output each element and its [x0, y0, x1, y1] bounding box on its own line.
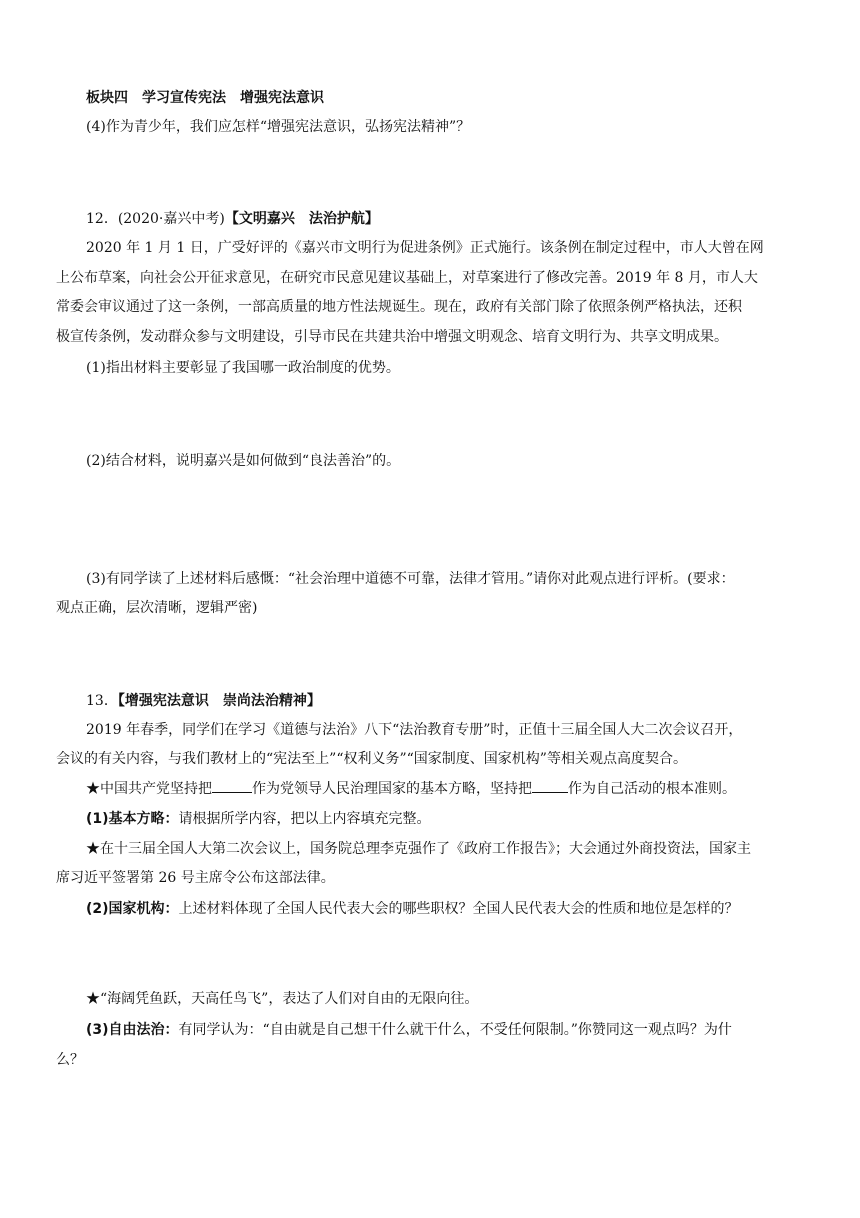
q13-number: 13． [86, 693, 118, 709]
q13-sub-2 [86, 899, 739, 919]
block4-heading: 板块四 学习宣传宪法 增强宪法意识 [86, 90, 324, 106]
sub2-label: (2)国家机构： [86, 901, 179, 917]
star1-part-b: 作为党领导人民治理国家的基本方略，坚持把 [252, 781, 532, 797]
q13-star-1 [86, 778, 736, 799]
q12-material-line-1: 2020 年 1 月 1 日，广受好评的《嘉兴市文明行为促进条例》正式施行。该条例在制定过程中，市人大曾在网 [86, 240, 764, 256]
sub3-label: (3)自由法治： [86, 1022, 179, 1038]
fill-blank-1[interactable] [212, 778, 252, 793]
q12-header [86, 209, 379, 229]
q12-title: 【文明嘉兴 法治护航】 [224, 211, 379, 227]
sub1-text: 请根据所学内容，把以上内容填充完整。 [178, 811, 431, 827]
q12-question-1: (1)指出材料主要彰显了我国哪一政治制度的优势。 [86, 360, 400, 376]
q12-question-2: (2)结合材料，说明嘉兴是如何做到“良法善治”的。 [86, 453, 401, 469]
q13-intro-line-2: 会议的有关内容，与我们教材上的“宪法至上”“权利义务”“国家制度、国家机构”等相关观点高度契合。 [56, 751, 687, 767]
q13-header [86, 691, 321, 711]
q12-material-line-4: 极宣传条例，发动群众参与文明建设，引导市民在共建共治中增强文明观念、培育文明行为、共享文明成果。 [56, 329, 728, 345]
q13-star-2-line-1: ★在十三届全国人大第二次会议上，国务院总理李克强作了《政府工作报告》；大会通过外商投资法，国家主 [86, 841, 751, 857]
q12-material-line-3: 常委会审议通过了这一条例，一部高质量的地方性法规诞生。现在，政府有关部门除了依照条例严格执法，还积 [56, 299, 742, 315]
star1-part-a: ★中国共产党坚持把 [86, 781, 212, 797]
block4-question-4: (4)作为青少年，我们应怎样“增强宪法意识，弘扬宪法精神”？ [86, 119, 471, 135]
fill-blank-2[interactable] [532, 778, 568, 793]
q13-intro-line-1: 2019 年春季，同学们在学习《道德与法治》八下“法治教育专册”时，正值十三届全国人大二次会议召开， [86, 722, 743, 738]
q12-material-line-2: 上公布草案，向社会公开征求意见，在研究市民意见建议基础上，对草案进行了修改完善。2019 年 8 月，市人大 [56, 270, 758, 286]
q13-sub-3-cont: 么？ [56, 1052, 84, 1068]
sub2-text: 上述材料体现了全国人民代表大会的哪些职权？全国人民代表大会的性质和地位是怎样的？ [178, 901, 739, 917]
sub3-text: 有同学认为：“自由就是自己想干什么就干什么，不受任何限制。”你赞同这一观点吗？为什 [178, 1022, 732, 1038]
q13-star-3: ★“海阔凭鱼跃，天高任鸟飞”，表达了人们对自由的无限向往。 [86, 991, 479, 1007]
q12-question-3-cont: 观点正确，层次清晰，逻辑严密) [56, 600, 258, 616]
q13-title: 【增强宪法意识 崇尚法治精神】 [117, 693, 321, 709]
q13-sub-1 [86, 809, 431, 829]
star1-part-c: 作为自己活动的根本准则。 [568, 781, 736, 797]
q12-number: 12．(2020·嘉兴中考) [86, 211, 225, 227]
q13-star-2-line-2: 席习近平签署第 26 号主席令公布这部法律。 [56, 870, 335, 886]
q13-sub-3 [86, 1020, 732, 1040]
sub1-label: (1)基本方略： [86, 811, 179, 827]
q12-question-3: (3)有同学读了上述材料后感慨：“社会治理中道德不可靠，法律才管用。”请你对此观点进行评析。(要求： [86, 571, 735, 587]
